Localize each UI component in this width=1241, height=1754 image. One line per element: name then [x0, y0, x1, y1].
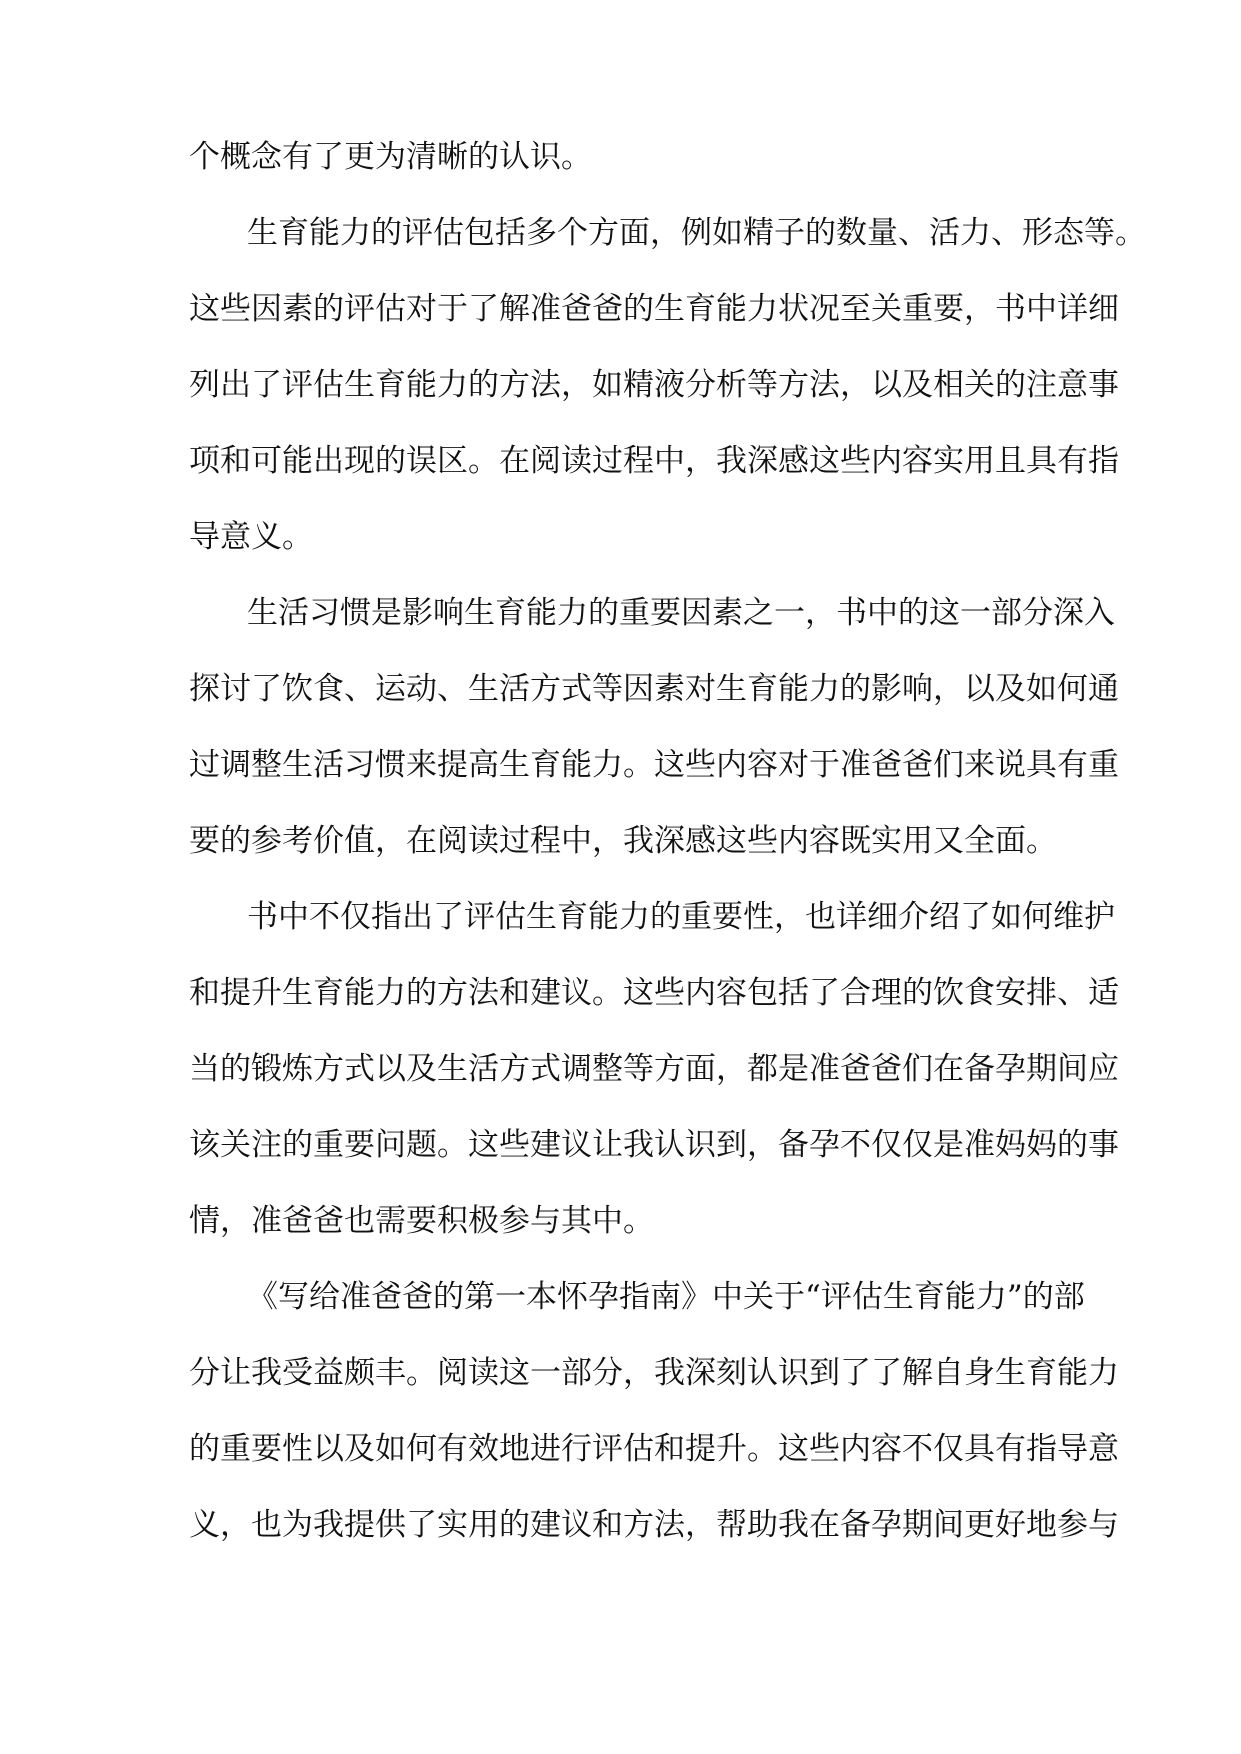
text-line: 生活习惯是影响生育能力的重要因素之一，书中的这一部分深入: [247, 595, 1115, 631]
text-line: 过调整生活习惯来提高生育能力。这些内容对于准爸爸们来说具有重: [189, 747, 1119, 783]
text-line: 《写给准爸爸的第一本怀孕指南》中关于“评估生育能力”的部: [247, 1279, 1085, 1315]
text-line: 和提升生育能力的方法和建议。这些内容包括了合理的饮食安排、适: [189, 975, 1119, 1011]
text-line: 探讨了饮食、运动、生活方式等因素对生育能力的影响，以及如何通: [189, 671, 1119, 707]
text-line: 的重要性以及如何有效地进行评估和提升。这些内容不仅具有指导意: [189, 1431, 1119, 1467]
text-line: 要的参考价值，在阅读过程中，我深感这些内容既实用又全面。: [189, 823, 1057, 859]
text-line: 情，准爸爸也需要积极参与其中。: [189, 1203, 654, 1239]
text-line: 分让我受益颇丰。阅读这一部分，我深刻认识到了了解自身生育能力: [189, 1355, 1119, 1391]
text-line: 书中不仅指出了评估生育能力的重要性，也详细介绍了如何维护: [247, 899, 1115, 935]
text-line: 义，也为我提供了实用的建议和方法，帮助我在备孕期间更好地参与: [189, 1507, 1119, 1543]
text-line: 当的锻炼方式以及生活方式调整等方面，都是准爸爸们在备孕期间应: [189, 1051, 1119, 1087]
text-line: 项和可能出现的误区。在阅读过程中，我深感这些内容实用且具有指: [189, 443, 1119, 479]
text-line: 这些因素的评估对于了解准爸爸的生育能力状况至关重要，书中详细: [189, 291, 1119, 327]
text-line: 该关注的重要问题。这些建议让我认识到，备孕不仅仅是准妈妈的事: [189, 1127, 1119, 1163]
text-line: 列出了评估生育能力的方法，如精液分析等方法，以及相关的注意事: [189, 367, 1119, 403]
body-text: [189, 139, 1146, 1586]
text-line: 导意义。: [189, 519, 313, 555]
text-line: 生育能力的评估包括多个方面，例如精子的数量、活力、形态等。: [247, 215, 1146, 251]
text-line: 个概念有了更为清晰的认识。: [189, 139, 592, 175]
